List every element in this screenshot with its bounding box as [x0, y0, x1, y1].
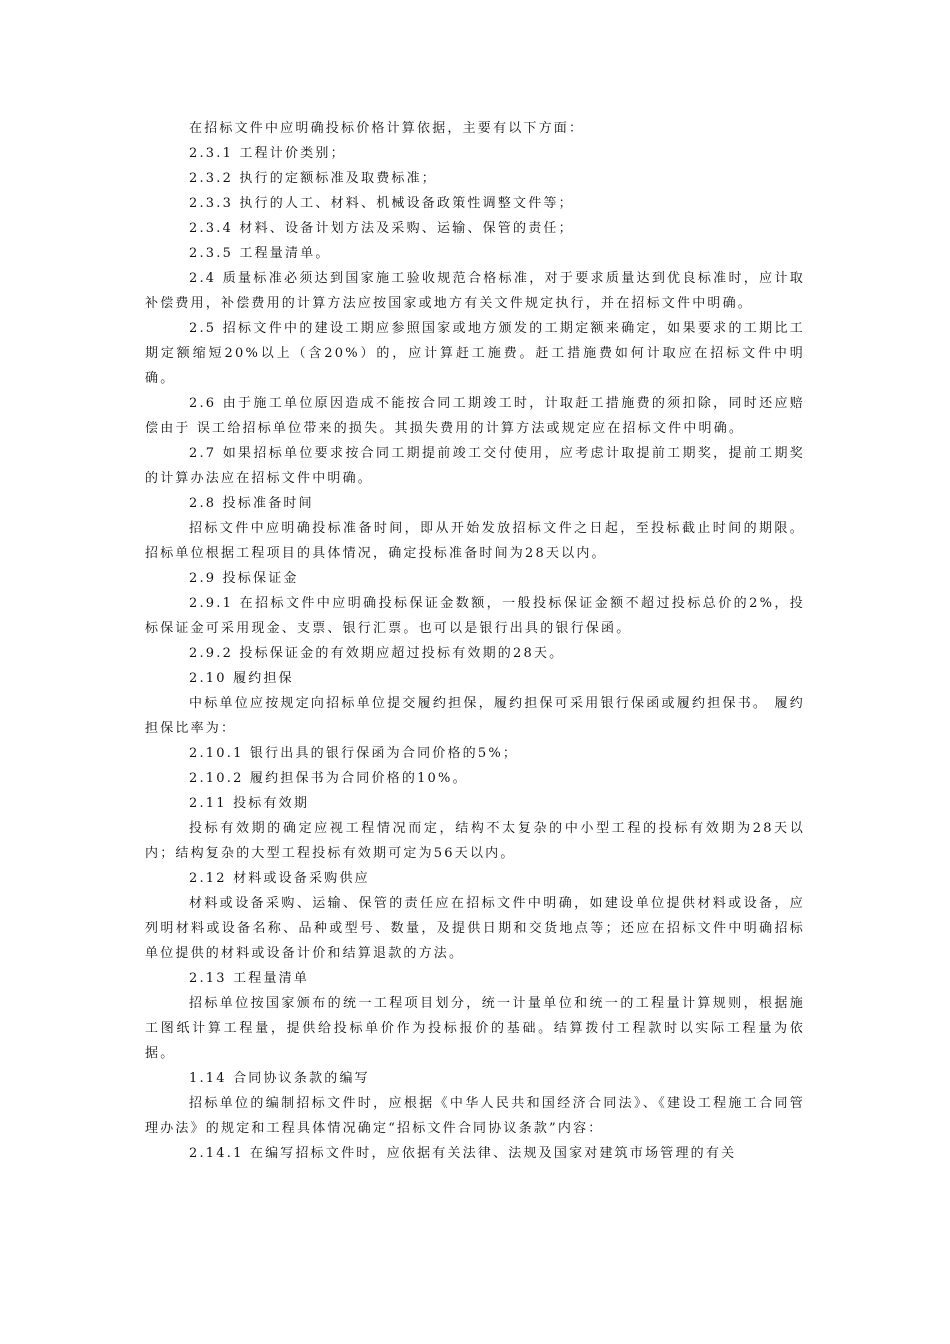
- intro-paragraph: 在招标文件中应明确投标价格计算依据，主要有以下方面：: [189, 121, 585, 136]
- paragraph-2-9-1: 2.9.1 在招标文件中应明确投标保证金数额，一般投标保证金额不超过投标总价的2%，投标保证金可采用现金、支票、银行汇票。也可以是银行出具的银行保函。: [145, 596, 805, 636]
- item-2-3-2: 2.3.2 执行的定额标准及取费标准；: [189, 171, 438, 186]
- item-2-3-3: 2.3.3 执行的人工、材料、机械设备政策性调整文件等；: [189, 196, 574, 211]
- heading-2-8: 2.8 投标准备时间: [189, 496, 314, 511]
- heading-2-12: 2.12 材料或设备采购供应: [189, 871, 370, 886]
- item-2-3-4: 2.3.4 材料、设备计划方法及采购、运输、保管的责任；: [189, 221, 574, 236]
- paragraph-2-10-body: 中标单位应按规定向招标单位提交履约担保，履约担保可采用银行保函或履约担保书。 履约担保比率为：: [145, 696, 805, 736]
- paragraph-2-12-body: 材料或设备采购、运输、保管的责任应在招标文件中明确，如建设单位提供材料或设备，应列明材料或设备名称、品种或型号、数量，及提供日期和交货地点等；还应在招标文件中明确招标单位提供的材料或设备计价和结算退款的方法。: [145, 896, 805, 961]
- item-2-3-5: 2.3.5 工程量清单。: [189, 246, 331, 261]
- paragraph-2-5: 2.5 招标文件中的建设工期应参照国家或地方颁发的工期定额来确定，如果要求的工期比工期定额缩短20%以上（含20%）的，应计算赶工施费。赶工措施费如何计取应在招标文件中明确。: [145, 321, 805, 386]
- paragraph-2-4: 2.4 质量标准必须达到国家施工验收规范合格标准，对于要求质量达到优良标准时，应计取补偿费用，补偿费用的计算方法应按国家或地方有关文件规定执行，并在招标文件中明确。: [145, 271, 805, 311]
- heading-2-9: 2.9 投标保证金: [189, 571, 299, 586]
- heading-1-14: 1.14 合同协议条款的编写: [189, 1071, 370, 1086]
- heading-2-11: 2.11 投标有效期: [189, 796, 310, 811]
- paragraph-2-6: 2.6 由于施工单位原因造成不能按合同工期竣工时，计取赶工措施费的须扣除，同时还应赔偿由于 误工给招标单位带来的损失。其损失费用的计算方法或规定应在招标文件中明确。: [145, 396, 805, 436]
- paragraph-2-10-1: 2.10.1 银行出具的银行保函为合同价格的5%；: [189, 746, 519, 761]
- paragraph-2-9-2: 2.9.2 投标保证金的有效期应超过投标有效期的28天。: [189, 646, 565, 661]
- paragraph-2-14-1: 2.14.1 在编写招标文件时，应依据有关法律、法规及国家对建筑市场管理的有关: [189, 1146, 737, 1161]
- paragraph-2-11-body: 投标有效期的确定应视工程情况而定，结构不太复杂的中小型工程的投标有效期为28天以内；结构复杂的大型工程投标有效期可定为56天以内。: [145, 821, 805, 861]
- document-page: [145, 116, 805, 1166]
- paragraph-1-14-body: 招标单位的编制招标文件时，应根据《中华人民共和国经济合同法》、《建设工程施工合同管理办法》的规定和工程具体情况确定“招标文件合同协议条款”内容：: [145, 1096, 805, 1136]
- item-2-3-1: 2.3.1 工程计价类别；: [189, 146, 346, 161]
- paragraph-2-7: 2.7 如果招标单位要求按合同工期提前竣工交付使用，应考虑计取提前工期奖，提前工期奖的计算办法应在招标文件中明确。: [145, 446, 805, 486]
- heading-2-10: 2.10 履约担保: [189, 671, 294, 686]
- paragraph-2-8-body: 招标文件中应明确投标准备时间，即从开始发放招标文件之日起，至投标截止时间的期限。招标单位根据工程项目的具体情况，确定投标准备时间为28天以内。: [145, 521, 805, 561]
- heading-2-13: 2.13 工程量清单: [189, 971, 310, 986]
- paragraph-2-13-body: 招标单位按国家颁布的统一工程项目划分，统一计量单位和统一的工程量计算规则，根据施工图纸计算工程量，提供给投标单价作为投标报价的基础。结算拨付工程款时以实际工程量为依据。: [145, 996, 805, 1061]
- paragraph-2-10-2: 2.10.2 履约担保书为合同价格的10%。: [189, 771, 468, 786]
